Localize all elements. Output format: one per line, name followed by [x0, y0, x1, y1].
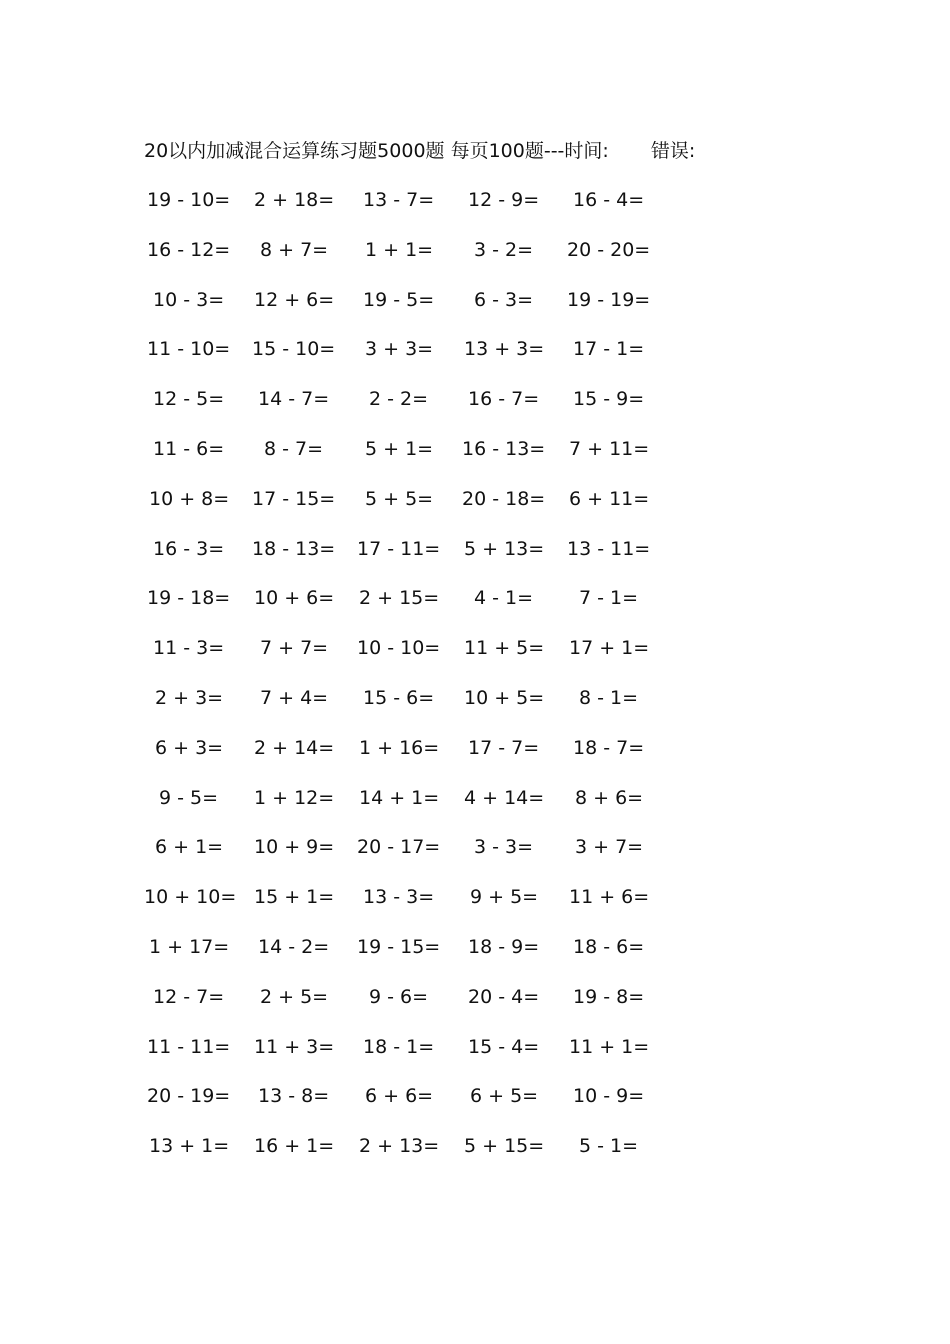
problem-row [144, 185, 704, 235]
arithmetic-problem: 9 + 5= [470, 886, 539, 909]
problem-row [144, 583, 704, 633]
arithmetic-problem: 16 - 7= [468, 388, 540, 411]
arithmetic-problem: 4 + 14= [464, 786, 545, 809]
arithmetic-problem: 16 - 3= [153, 537, 225, 560]
arithmetic-problem: 2 + 18= [254, 189, 335, 211]
arithmetic-problem: 3 - 2= [474, 238, 534, 261]
arithmetic-problem: 17 + 1= [569, 637, 650, 660]
arithmetic-problem: 11 + 6= [569, 886, 650, 909]
arithmetic-problem: 7 + 7= [260, 637, 329, 660]
arithmetic-problem: 7 + 4= [260, 686, 329, 709]
arithmetic-problem: 8 + 7= [260, 238, 329, 261]
arithmetic-problem: 5 + 1= [365, 437, 434, 460]
arithmetic-problem: 10 - 9= [573, 1085, 645, 1108]
problem-row [144, 882, 704, 932]
arithmetic-problem: 10 + 5= [464, 686, 545, 709]
arithmetic-problem: 15 + 1= [254, 886, 335, 909]
arithmetic-problem: 6 + 3= [155, 736, 224, 759]
arithmetic-problem: 8 - 7= [264, 437, 324, 460]
problem-grid [144, 185, 704, 1181]
arithmetic-problem: 6 + 5= [470, 1085, 539, 1108]
arithmetic-problem: 1 + 16= [359, 736, 440, 759]
arithmetic-problem: 20 - 19= [147, 1085, 231, 1108]
arithmetic-problem: 17 - 7= [468, 736, 540, 759]
arithmetic-problem: 10 - 10= [357, 637, 441, 660]
arithmetic-problem: 13 - 3= [363, 886, 435, 909]
arithmetic-problem: 17 - 1= [573, 338, 645, 361]
arithmetic-problem: 18 - 6= [573, 935, 645, 958]
arithmetic-problem: 9 - 5= [159, 786, 219, 809]
arithmetic-problem: 2 + 5= [260, 985, 329, 1008]
arithmetic-problem: 2 + 14= [254, 736, 335, 759]
arithmetic-problem: 3 + 7= [575, 836, 644, 859]
arithmetic-problem: 18 - 1= [363, 1035, 435, 1058]
arithmetic-problem: 18 - 7= [573, 736, 645, 759]
arithmetic-problem: 5 + 13= [464, 537, 545, 560]
problem-row [144, 633, 704, 683]
arithmetic-problem: 11 - 6= [153, 437, 225, 460]
problem-row [144, 384, 704, 434]
arithmetic-problem: 4 - 1= [474, 587, 534, 610]
arithmetic-problem: 14 - 2= [258, 935, 330, 958]
arithmetic-problem: 17 - 11= [357, 537, 441, 560]
arithmetic-problem: 13 + 3= [464, 338, 545, 361]
arithmetic-problem: 3 + 3= [365, 338, 434, 361]
problem-row [144, 285, 704, 335]
problem-row [144, 982, 704, 1032]
arithmetic-problem: 1 + 17= [149, 935, 230, 958]
arithmetic-problem: 10 + 8= [149, 487, 230, 510]
arithmetic-problem: 16 + 1= [254, 1135, 335, 1158]
arithmetic-problem: 10 + 6= [254, 587, 335, 610]
problem-row [144, 932, 704, 982]
arithmetic-problem: 1 + 12= [254, 786, 335, 809]
arithmetic-problem: 18 - 13= [252, 537, 336, 560]
arithmetic-problem: 12 - 9= [468, 189, 540, 211]
problem-row [144, 683, 704, 733]
arithmetic-problem: 19 - 18= [147, 587, 231, 610]
arithmetic-problem: 15 - 10= [252, 338, 336, 361]
problem-row [144, 832, 704, 882]
arithmetic-problem: 15 - 6= [363, 686, 435, 709]
arithmetic-problem: 2 + 15= [359, 587, 440, 610]
problem-row [144, 235, 704, 285]
arithmetic-problem: 20 - 4= [468, 985, 540, 1008]
arithmetic-problem: 16 - 13= [462, 437, 546, 460]
worksheet-header [144, 137, 695, 165]
arithmetic-problem: 12 - 5= [153, 388, 225, 411]
arithmetic-problem: 6 + 1= [155, 836, 224, 859]
problem-row [144, 484, 704, 534]
problem-row [144, 434, 704, 484]
problem-row [144, 1131, 704, 1181]
arithmetic-problem: 13 - 11= [567, 537, 651, 560]
arithmetic-problem: 11 - 3= [153, 637, 225, 660]
arithmetic-problem: 19 - 8= [573, 985, 645, 1008]
error-label: 错误: [650, 140, 696, 162]
arithmetic-problem: 10 + 10= [144, 886, 237, 909]
arithmetic-problem: 5 + 15= [464, 1135, 545, 1158]
arithmetic-problem: 13 + 1= [149, 1135, 230, 1158]
arithmetic-problem: 19 - 19= [567, 288, 651, 311]
problem-row [144, 783, 704, 833]
arithmetic-problem: 5 + 5= [365, 487, 434, 510]
arithmetic-problem: 11 - 10= [147, 338, 231, 361]
arithmetic-problem: 15 - 4= [468, 1035, 540, 1058]
arithmetic-problem: 6 - 3= [474, 288, 534, 311]
arithmetic-problem: 20 - 18= [462, 487, 546, 510]
arithmetic-problem: 10 + 9= [254, 836, 335, 859]
arithmetic-problem: 15 - 9= [573, 388, 645, 411]
arithmetic-problem: 2 + 3= [155, 686, 224, 709]
arithmetic-problem: 2 + 13= [359, 1135, 440, 1158]
arithmetic-problem: 12 + 6= [254, 288, 335, 311]
problem-row [144, 334, 704, 384]
problem-row [144, 1032, 704, 1082]
arithmetic-problem: 13 - 7= [363, 189, 435, 211]
arithmetic-problem: 8 + 6= [575, 786, 644, 809]
arithmetic-problem: 5 - 1= [579, 1135, 639, 1158]
arithmetic-problem: 11 + 3= [254, 1035, 335, 1058]
arithmetic-problem: 8 - 1= [579, 686, 639, 709]
problem-row [144, 733, 704, 783]
arithmetic-problem: 12 - 7= [153, 985, 225, 1008]
arithmetic-problem: 6 + 11= [569, 487, 650, 510]
arithmetic-problem: 19 - 10= [147, 189, 231, 211]
arithmetic-problem: 13 - 8= [258, 1085, 330, 1108]
arithmetic-problem: 19 - 5= [363, 288, 435, 311]
arithmetic-problem: 17 - 15= [252, 487, 336, 510]
arithmetic-problem: 1 + 1= [365, 238, 434, 261]
problem-row [144, 1081, 704, 1131]
arithmetic-problem: 20 - 17= [357, 836, 441, 859]
arithmetic-problem: 7 + 11= [569, 437, 650, 460]
worksheet-title: 20以内加减混合运算练习题5000题 每页100题---时间: [144, 140, 609, 162]
arithmetic-problem: 14 + 1= [359, 786, 440, 809]
arithmetic-problem: 11 - 11= [147, 1035, 231, 1058]
arithmetic-problem: 6 + 6= [365, 1085, 434, 1108]
arithmetic-problem: 3 - 3= [474, 836, 534, 859]
arithmetic-problem: 18 - 9= [468, 935, 540, 958]
arithmetic-problem: 7 - 1= [579, 587, 639, 610]
arithmetic-problem: 10 - 3= [153, 288, 225, 311]
arithmetic-problem: 9 - 6= [369, 985, 429, 1008]
arithmetic-problem: 20 - 20= [567, 238, 651, 261]
arithmetic-problem: 14 - 7= [258, 388, 330, 411]
problem-row [144, 534, 704, 584]
arithmetic-problem: 16 - 4= [573, 189, 645, 211]
arithmetic-problem: 11 + 5= [464, 637, 545, 660]
arithmetic-problem: 2 - 2= [369, 388, 429, 411]
arithmetic-problem: 19 - 15= [357, 935, 441, 958]
arithmetic-problem: 16 - 12= [147, 238, 231, 261]
arithmetic-problem: 11 + 1= [569, 1035, 650, 1058]
